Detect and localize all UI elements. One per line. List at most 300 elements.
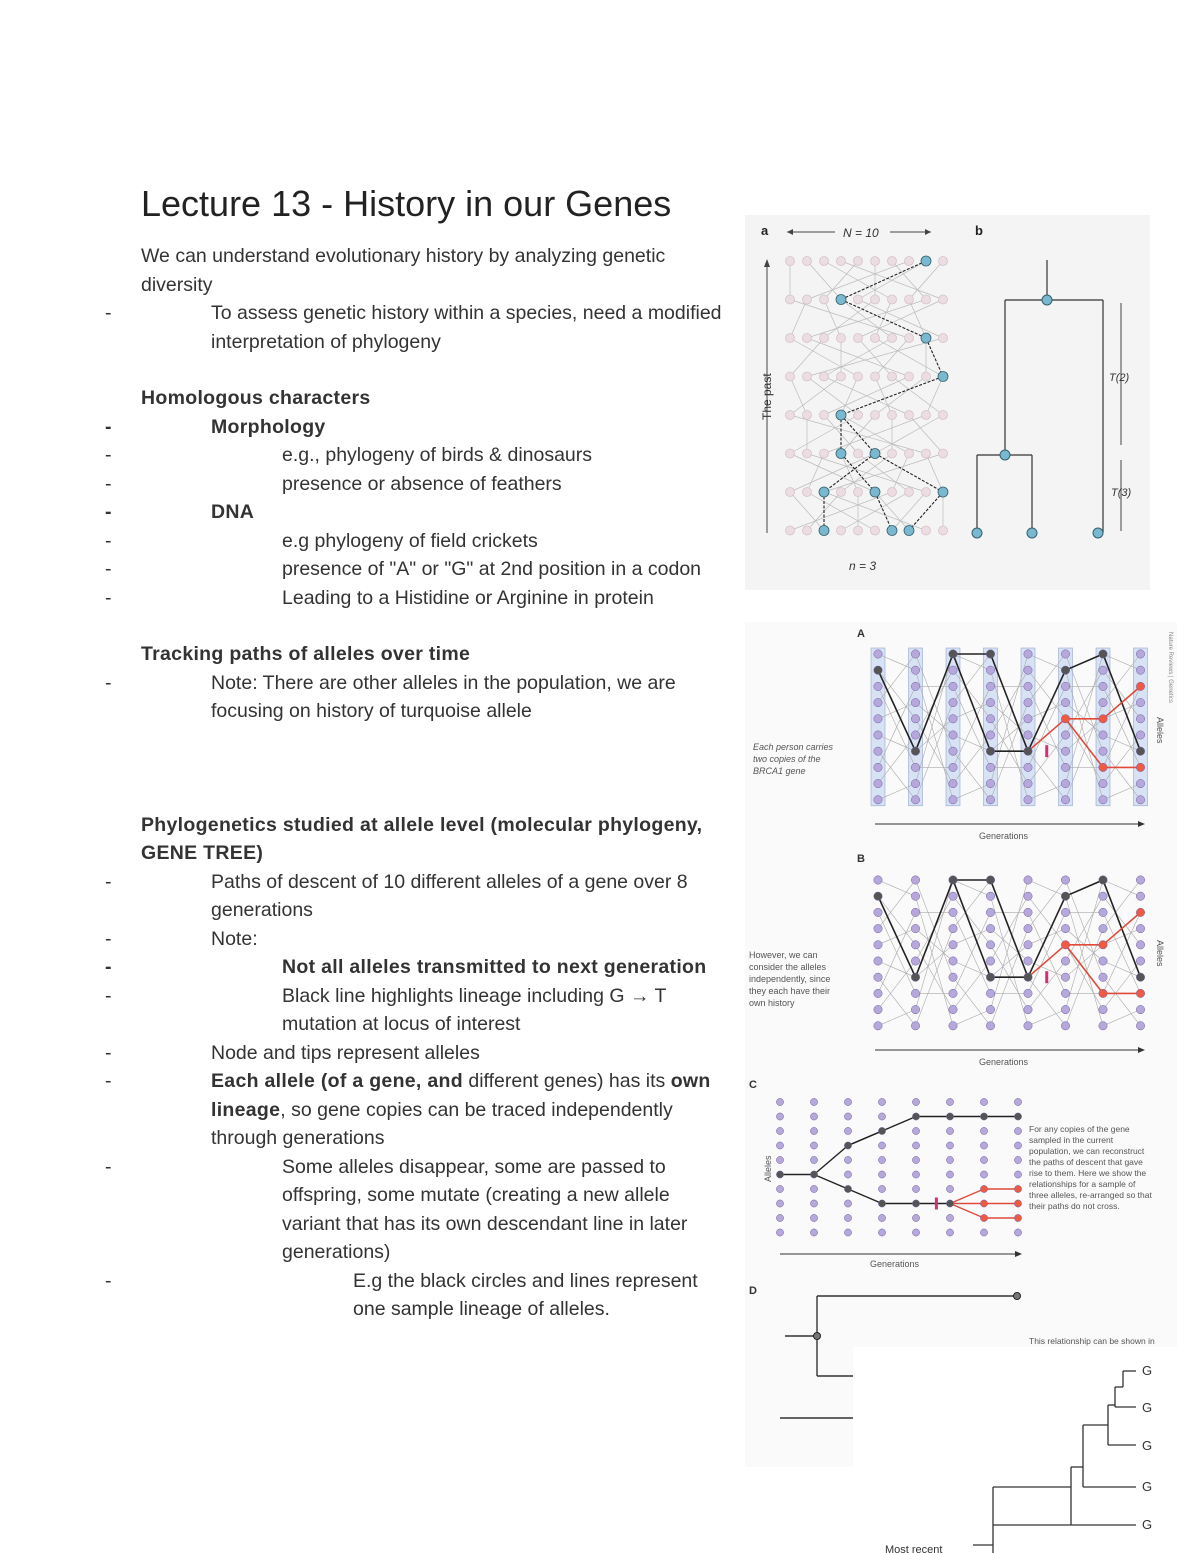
- allele-dot: [1024, 924, 1032, 932]
- allele-dot: [1099, 1005, 1107, 1013]
- allele-dot: [1024, 1022, 1032, 1030]
- allele-dot: [1136, 1022, 1144, 1030]
- panel-B-label: B: [857, 853, 865, 865]
- allele-dot: [1061, 796, 1069, 804]
- allele-dot: [820, 257, 829, 266]
- section-heading-homologous: Homologous characters: [141, 387, 371, 409]
- allele-dot: [980, 1098, 987, 1105]
- allele-dot: [911, 715, 919, 723]
- allele-dot: [803, 449, 812, 458]
- allele-dot: [1061, 1005, 1069, 1013]
- list-item: - Some alleles disappear, some are passed to offspring, some mutate (creating a new allele variant that has its own descendant line in later generations): [141, 1153, 731, 1267]
- allele-dot: [922, 372, 931, 381]
- allele-dot: [1136, 941, 1144, 949]
- allele-dot: [1061, 747, 1069, 755]
- list-item: - e.g., phylogeny of birds & dinosaurs: [141, 441, 731, 470]
- allele-dot: [878, 1185, 885, 1192]
- allele-dot: [820, 295, 829, 304]
- allele-dot: [776, 1142, 783, 1149]
- allele-dot: [870, 487, 880, 497]
- allele-dot: [1024, 763, 1032, 771]
- svg-text:own history: own history: [749, 998, 795, 1008]
- section-heading-phylogenetics: Phylogenetics studied at allele level (molecular phylogeny, GENE TREE): [141, 813, 703, 864]
- allele-dot: [1136, 1005, 1144, 1013]
- allele-dot: [1099, 924, 1107, 932]
- allele-dot: [1014, 1098, 1021, 1105]
- allele-dot: [946, 1185, 953, 1192]
- allele-dot: [949, 892, 957, 900]
- allele-dot: [844, 1127, 851, 1134]
- panel-a-label: a: [761, 223, 769, 238]
- allele-dot: [986, 779, 994, 787]
- allele-dot: [1024, 908, 1032, 916]
- tip-label: G: [1142, 1479, 1153, 1494]
- journal-credit: Nature Reviews | Genetics: [1167, 632, 1173, 703]
- allele-dot: [854, 449, 863, 458]
- allele-dot: [1061, 715, 1069, 723]
- tree-tip: [1093, 528, 1103, 538]
- allele-dot: [874, 763, 882, 771]
- allele-dot: [1099, 747, 1107, 755]
- allele-dot: [1099, 666, 1107, 674]
- allele-dot: [874, 731, 882, 739]
- homologous-list: [141, 413, 731, 613]
- list-item: - DNA: [141, 498, 731, 527]
- coalescent-node: [1042, 295, 1052, 305]
- allele-dot: [1099, 731, 1107, 739]
- allele-dot: [1061, 763, 1069, 771]
- panel-C-label: C: [749, 1079, 757, 1091]
- phylo-list: [141, 868, 731, 1324]
- allele-dot: [911, 924, 919, 932]
- allele-dot: [949, 763, 957, 771]
- allele-dot: [1099, 796, 1107, 804]
- mutation-mark: [1045, 745, 1048, 757]
- allele-dot: [776, 1156, 783, 1163]
- allele-dot: [986, 876, 994, 884]
- allele-dot: [810, 1113, 817, 1120]
- allele-dot: [939, 449, 948, 458]
- allele-dot: [986, 747, 994, 755]
- allele-dot: [1136, 682, 1144, 690]
- allele-dot: [1136, 731, 1144, 739]
- allele-dot: [810, 1200, 817, 1207]
- allele-dot: [986, 957, 994, 965]
- allele-dot: [1014, 1113, 1021, 1120]
- allele-dot: [946, 1156, 953, 1163]
- allele-dot: [1014, 1171, 1021, 1178]
- allele-dot: [1024, 666, 1032, 674]
- allele-dot: [786, 257, 795, 266]
- allele-dot: [786, 295, 795, 304]
- svg-text:the paths of descent that gave: the paths of descent that gave: [1029, 1157, 1143, 1167]
- allele-dot: [986, 989, 994, 997]
- allele-dot: [1136, 957, 1144, 965]
- allele-dot: [912, 1229, 919, 1236]
- list-item: - Morphology: [141, 413, 731, 442]
- allele-dot: [874, 1022, 882, 1030]
- allele-dot: [911, 973, 919, 981]
- allele-dot: [980, 1214, 987, 1221]
- allele-dot: [986, 941, 994, 949]
- mutation-mark: [935, 1198, 938, 1210]
- allele-dot: [946, 1113, 953, 1120]
- allele-dot: [1099, 876, 1107, 884]
- allele-dot: [776, 1200, 783, 1207]
- svg-text:three alleles, re-arranged so: three alleles, re-arranged so that: [1029, 1190, 1152, 1200]
- allele-dot: [810, 1127, 817, 1134]
- allele-dot: [946, 1214, 953, 1221]
- allele-dot: [836, 449, 846, 459]
- allele-dot: [837, 372, 846, 381]
- allele-dot: [836, 295, 846, 305]
- allele-dot: [854, 257, 863, 266]
- mutation-mark: [1045, 971, 1048, 983]
- allele-dot: [911, 763, 919, 771]
- allele-dot: [810, 1142, 817, 1149]
- allele-dot: [986, 650, 994, 658]
- allele-dot: [911, 989, 919, 997]
- allele-dot: [837, 257, 846, 266]
- allele-dot: [1024, 698, 1032, 706]
- allele-dot: [1014, 1214, 1021, 1221]
- allele-dot: [878, 1098, 885, 1105]
- allele-dot: [810, 1185, 817, 1192]
- allele-dot: [1136, 908, 1144, 916]
- allele-dot: [874, 1005, 882, 1013]
- allele-dot: [776, 1098, 783, 1105]
- allele-dot: [844, 1200, 851, 1207]
- allele-dot: [922, 411, 931, 420]
- allele-dot: [1061, 666, 1069, 674]
- svg-text:For any copies of the gene: For any copies of the gene: [1029, 1124, 1130, 1134]
- allele-dot: [949, 796, 957, 804]
- panel-A-label: A: [857, 628, 865, 640]
- allele-dot: [1014, 1142, 1021, 1149]
- allele-dot: [803, 295, 812, 304]
- allele-dot: [1099, 989, 1107, 997]
- intro-text: We can understand evolutionary history by analyzing genetic diversity: [141, 245, 666, 296]
- allele-dot: [888, 334, 897, 343]
- allele-dot: [949, 779, 957, 787]
- allele-dot: [905, 488, 914, 497]
- allele-dot: [938, 372, 948, 382]
- allele-dot: [986, 1005, 994, 1013]
- allele-dot: [844, 1113, 851, 1120]
- tip-label: G: [1142, 1400, 1153, 1415]
- allele-dot: [949, 876, 957, 884]
- allele-dot: [1024, 747, 1032, 755]
- allele-dot: [820, 372, 829, 381]
- allele-dot: [986, 1022, 994, 1030]
- allele-dot: [1099, 892, 1107, 900]
- allele-dot: [874, 747, 882, 755]
- allele-dot: [949, 698, 957, 706]
- allele-dot: [911, 650, 919, 658]
- allele-dot: [1136, 763, 1144, 771]
- allele-dot: [871, 295, 880, 304]
- allele-dot: [776, 1113, 783, 1120]
- allele-dot: [1061, 973, 1069, 981]
- section-heading-tracking: Tracking paths of alleles over time: [141, 643, 471, 665]
- allele-dot: [911, 957, 919, 965]
- allele-dot: [946, 1200, 953, 1207]
- list-item: - e.g phylogeny of field crickets: [141, 527, 731, 556]
- tree-node: [814, 1333, 821, 1340]
- allele-dot: [1024, 989, 1032, 997]
- allele-dot: [1099, 650, 1107, 658]
- allele-dot: [1014, 1229, 1021, 1236]
- allele-dot: [911, 1005, 919, 1013]
- allele-dot: [946, 1171, 953, 1178]
- allele-dot: [776, 1171, 783, 1178]
- allele-dot: [1099, 682, 1107, 690]
- allele-dot: [911, 731, 919, 739]
- allele-dot: [874, 666, 882, 674]
- allele-dot: [911, 796, 919, 804]
- allele-dot: [939, 334, 948, 343]
- allele-dot: [776, 1214, 783, 1221]
- allele-dot: [803, 411, 812, 420]
- allele-dot: [874, 957, 882, 965]
- allele-dot: [871, 334, 880, 343]
- allele-dot: [912, 1156, 919, 1163]
- allele-dot: [888, 372, 897, 381]
- allele-dot: [986, 796, 994, 804]
- allele-dot: [854, 295, 863, 304]
- allele-dot: [803, 372, 812, 381]
- allele-dot: [878, 1127, 885, 1134]
- allele-dot: [1136, 892, 1144, 900]
- allele-dot: [949, 715, 957, 723]
- allele-dot: [1024, 892, 1032, 900]
- allele-dot: [980, 1185, 987, 1192]
- allele-dot: [986, 763, 994, 771]
- allele-dot: [905, 411, 914, 420]
- allele-dot: [1014, 1156, 1021, 1163]
- allele-dot: [874, 892, 882, 900]
- allele-dot: [878, 1113, 885, 1120]
- allele-dot: [878, 1156, 885, 1163]
- svg-text:Generations: Generations: [870, 1259, 920, 1269]
- allele-dot: [888, 449, 897, 458]
- svg-text:rise to them. Here we show the: rise to them. Here we show the: [1029, 1168, 1147, 1178]
- allele-dot: [854, 526, 863, 535]
- allele-dot: [1024, 876, 1032, 884]
- allele-dot: [980, 1229, 987, 1236]
- allele-dot: [922, 295, 931, 304]
- list-item: - E.g the black circles and lines represent one sample lineage of alleles.: [141, 1267, 731, 1324]
- allele-dot: [871, 372, 880, 381]
- allele-dot: [1099, 957, 1107, 965]
- allele-dot: [980, 1127, 987, 1134]
- allele-dot: [911, 698, 919, 706]
- page-title: Lecture 13 - History in our Genes: [141, 183, 672, 224]
- allele-dot: [854, 372, 863, 381]
- allele-dot: [874, 779, 882, 787]
- allele-dot: [986, 682, 994, 690]
- allele-dot: [874, 941, 882, 949]
- allele-dot: [980, 1142, 987, 1149]
- allele-dot: [911, 747, 919, 755]
- allele-dot: [986, 715, 994, 723]
- allele-dot: [905, 372, 914, 381]
- allele-dot: [1061, 731, 1069, 739]
- allele-dot: [803, 257, 812, 266]
- allele-dot: [1061, 1022, 1069, 1030]
- allele-dot: [911, 666, 919, 674]
- allele-dot: [786, 411, 795, 420]
- allele-dot: [819, 526, 829, 536]
- allele-dot: [1014, 1185, 1021, 1192]
- allele-dot: [1136, 666, 1144, 674]
- allele-dot: [949, 1005, 957, 1013]
- allele-dot: [912, 1214, 919, 1221]
- allele-dot: [1014, 1200, 1021, 1207]
- allele-dot: [939, 295, 948, 304]
- allele-dot: [922, 526, 931, 535]
- allele-dot: [912, 1098, 919, 1105]
- list-item: - presence of "A" or "G" at 2nd position in a codon: [141, 555, 731, 584]
- allele-dot: [874, 796, 882, 804]
- allele-dot: [874, 973, 882, 981]
- list-item: - Node and tips represent alleles: [141, 1039, 731, 1068]
- allele-dot: [1024, 1005, 1032, 1013]
- list-item: - Leading to a Histidine or Arginine in protein: [141, 584, 731, 613]
- svg-text:independently, since: independently, since: [749, 974, 831, 984]
- allele-dot: [1024, 957, 1032, 965]
- tree-tip: [972, 528, 982, 538]
- list-item: - presence or absence of feathers: [141, 470, 731, 499]
- allele-dot: [837, 526, 846, 535]
- allele-dot: [911, 892, 919, 900]
- svg-text:However, we can: However, we can: [749, 950, 818, 960]
- allele-dot: [871, 526, 880, 535]
- allele-dot: [1014, 1127, 1021, 1134]
- allele-dot: [912, 1113, 919, 1120]
- svg-text:population, we can reconstruct: population, we can reconstruct: [1029, 1146, 1145, 1156]
- allele-dot: [949, 666, 957, 674]
- allele-dot: [905, 449, 914, 458]
- allele-dot: [854, 334, 863, 343]
- allele-dot: [1061, 908, 1069, 916]
- bold-text: Each allele (of a gene, and: [211, 1070, 463, 1092]
- allele-dot: [844, 1214, 851, 1221]
- allele-dot: [911, 876, 919, 884]
- allele-dot: [786, 372, 795, 381]
- svg-text:sampled in the current: sampled in the current: [1029, 1135, 1114, 1145]
- svg-text:Generations: Generations: [979, 831, 1029, 841]
- allele-dot: [946, 1229, 953, 1236]
- allele-dot: [1061, 924, 1069, 932]
- allele-dot: [874, 682, 882, 690]
- allele-dot: [980, 1156, 987, 1163]
- allele-dot: [1099, 763, 1107, 771]
- tracking-list: [141, 669, 731, 726]
- allele-dot: [854, 411, 863, 420]
- allele-dot: [820, 334, 829, 343]
- allele-dot: [874, 908, 882, 916]
- allele-dot: [776, 1229, 783, 1236]
- allele-dot: [949, 1022, 957, 1030]
- figure-coalescent: [745, 215, 1150, 590]
- allele-dot: [786, 449, 795, 458]
- allele-dot: [1061, 957, 1069, 965]
- allele-dot: [905, 295, 914, 304]
- allele-dot: [871, 411, 880, 420]
- allele-dot: [986, 892, 994, 900]
- allele-dot: [1061, 650, 1069, 658]
- allele-dot: [1024, 715, 1032, 723]
- allele-dot: [888, 295, 897, 304]
- allele-dot: [836, 410, 846, 420]
- allele-dot: [986, 908, 994, 916]
- allele-dot: [1024, 779, 1032, 787]
- allele-dot: [874, 698, 882, 706]
- allele-dot: [912, 1127, 919, 1134]
- allele-dot: [986, 973, 994, 981]
- allele-dot: [1099, 908, 1107, 916]
- allele-dot: [874, 715, 882, 723]
- figure-generations: [745, 622, 1177, 1467]
- allele-dot: [949, 941, 957, 949]
- allele-dot: [1061, 941, 1069, 949]
- allele-dot: [986, 698, 994, 706]
- allele-dot: [949, 989, 957, 997]
- svg-text:Each person carries: Each person carries: [753, 742, 834, 752]
- allele-dot: [776, 1185, 783, 1192]
- allele-dot: [854, 488, 863, 497]
- allele-dot: [949, 957, 957, 965]
- allele-dot: [939, 526, 948, 535]
- allele-dot: [1099, 973, 1107, 981]
- allele-dot: [1024, 973, 1032, 981]
- allele-dot: [810, 1098, 817, 1105]
- allele-dot: [786, 334, 795, 343]
- allele-dot: [911, 1022, 919, 1030]
- allele-dot: [939, 257, 948, 266]
- alleles-label-B: Alleles: [1155, 940, 1165, 967]
- list-item-own-lineage: [141, 1067, 731, 1153]
- t2-label: T(2): [1109, 372, 1130, 384]
- allele-dot: [810, 1229, 817, 1236]
- allele-dot: [911, 908, 919, 916]
- svg-text:relationships for a sample of: relationships for a sample of: [1029, 1179, 1136, 1189]
- allele-dot: [1061, 989, 1069, 997]
- allele-dot: [922, 449, 931, 458]
- allele-dot: [878, 1229, 885, 1236]
- allele-dot: [949, 924, 957, 932]
- tree-tip: [1027, 528, 1037, 538]
- allele-dot: [874, 989, 882, 997]
- allele-dot: [1099, 941, 1107, 949]
- allele-dot: [878, 1142, 885, 1149]
- allele-dot: [874, 876, 882, 884]
- allele-dot: [949, 973, 957, 981]
- allele-dot: [921, 333, 931, 343]
- allele-dot: [986, 924, 994, 932]
- allele-dot: [921, 256, 931, 266]
- allele-dot: [874, 924, 882, 932]
- panel-D-label: D: [749, 1285, 757, 1297]
- allele-dot: [1061, 779, 1069, 787]
- allele-dot: [980, 1171, 987, 1178]
- allele-dot: [844, 1142, 851, 1149]
- allele-dot: [939, 411, 948, 420]
- figure-gene-tree: [853, 1347, 1200, 1553]
- intro-list: [141, 299, 731, 356]
- list-item: - Note: There are other alleles in the population, we are focusing on history of turquoise allele: [141, 669, 731, 726]
